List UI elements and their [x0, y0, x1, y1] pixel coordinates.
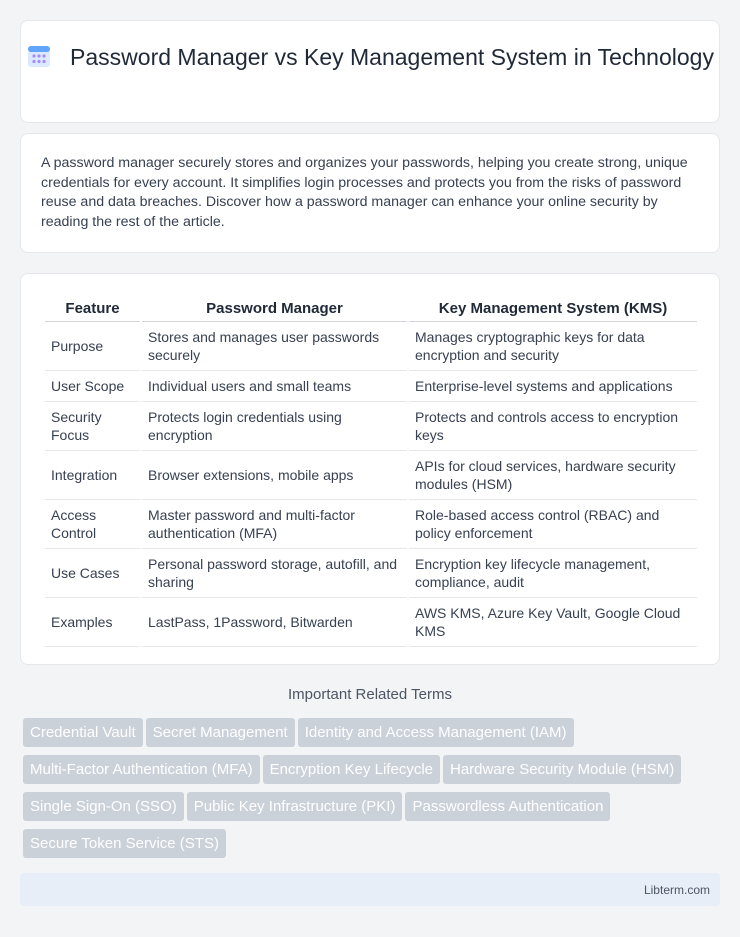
- cell-feature: Use Cases: [45, 549, 140, 598]
- related-term-tag[interactable]: Encryption Key Lifecycle: [263, 755, 440, 784]
- comparison-card: [20, 273, 720, 665]
- intro-text: A password manager securely stores and organizes your passwords, helping you create strong, unique credentials for every account. It simplifies login processes and protects you from the risks of password reuse and data breaches. Discover how a password manager can enhance your online security by reading the rest of the article.: [41, 155, 688, 230]
- page-title-row: [21, 43, 719, 72]
- table-header-row: [45, 292, 697, 322]
- cell-feature: Examples: [45, 598, 140, 647]
- related-term-tag[interactable]: Single Sign-On (SSO): [23, 792, 184, 821]
- cell-password-manager: Personal password storage, autofill, and sharing: [142, 549, 407, 598]
- intro-card: [20, 133, 720, 253]
- related-term-tag[interactable]: Secure Token Service (STS): [23, 829, 226, 858]
- cell-password-manager: Protects login credentials using encryption: [142, 402, 407, 451]
- cell-password-manager: Individual users and small teams: [142, 371, 407, 402]
- cell-password-manager: LastPass, 1Password, Bitwarden: [142, 598, 407, 647]
- cell-password-manager: Stores and manages user passwords securely: [142, 322, 407, 371]
- related-term-tag[interactable]: Secret Management: [146, 718, 295, 747]
- cell-kms: Manages cryptographic keys for data encryption and security: [409, 322, 697, 371]
- cell-kms: AWS KMS, Azure Key Vault, Google Cloud KMS: [409, 598, 697, 647]
- cell-feature: User Scope: [45, 371, 140, 402]
- related-terms-list: [23, 718, 723, 866]
- comparison-table: [43, 292, 699, 647]
- table-row: [45, 371, 697, 402]
- cell-kms: Role-based access control (RBAC) and policy enforcement: [409, 500, 697, 549]
- related-term-tag[interactable]: Public Key Infrastructure (PKI): [187, 792, 403, 821]
- footer: [20, 873, 720, 906]
- calendar-icon: [26, 43, 52, 69]
- cell-kms: Protects and controls access to encryption keys: [409, 402, 697, 451]
- page-title: Password Manager vs Key Management System in Technology: [70, 44, 714, 70]
- table-row: [45, 402, 697, 451]
- table-row: [45, 451, 697, 500]
- cell-password-manager: Master password and multi-factor authentication (MFA): [142, 500, 407, 549]
- related-term-tag[interactable]: Multi-Factor Authentication (MFA): [23, 755, 260, 784]
- header-feature: Feature: [45, 292, 140, 322]
- cell-feature: Access Control: [45, 500, 140, 549]
- related-term-tag[interactable]: Hardware Security Module (HSM): [443, 755, 681, 784]
- related-term-tag[interactable]: Passwordless Authentication: [405, 792, 610, 821]
- related-terms-title: Important Related Terms: [288, 686, 452, 703]
- cell-feature: Integration: [45, 451, 140, 500]
- header-password-manager: Password Manager: [142, 292, 407, 322]
- table-row: [45, 500, 697, 549]
- footer-site-link[interactable]: Libterm.com: [643, 883, 710, 897]
- cell-kms: Encryption key lifecycle management, compliance, audit: [409, 549, 697, 598]
- title-card: [20, 20, 720, 123]
- cell-feature: Security Focus: [45, 402, 140, 451]
- cell-feature: Purpose: [45, 322, 140, 371]
- cell-kms: Enterprise-level systems and applications: [409, 371, 697, 402]
- related-term-tag[interactable]: Credential Vault: [23, 718, 143, 747]
- related-term-tag[interactable]: Identity and Access Management (IAM): [298, 718, 574, 747]
- table-row: [45, 549, 697, 598]
- header-kms: Key Management System (KMS): [409, 292, 697, 322]
- cell-kms: APIs for cloud services, hardware security modules (HSM): [409, 451, 697, 500]
- table-row: [45, 322, 697, 371]
- cell-password-manager: Browser extensions, mobile apps: [142, 451, 407, 500]
- table-row: [45, 598, 697, 647]
- table-body: [45, 322, 697, 647]
